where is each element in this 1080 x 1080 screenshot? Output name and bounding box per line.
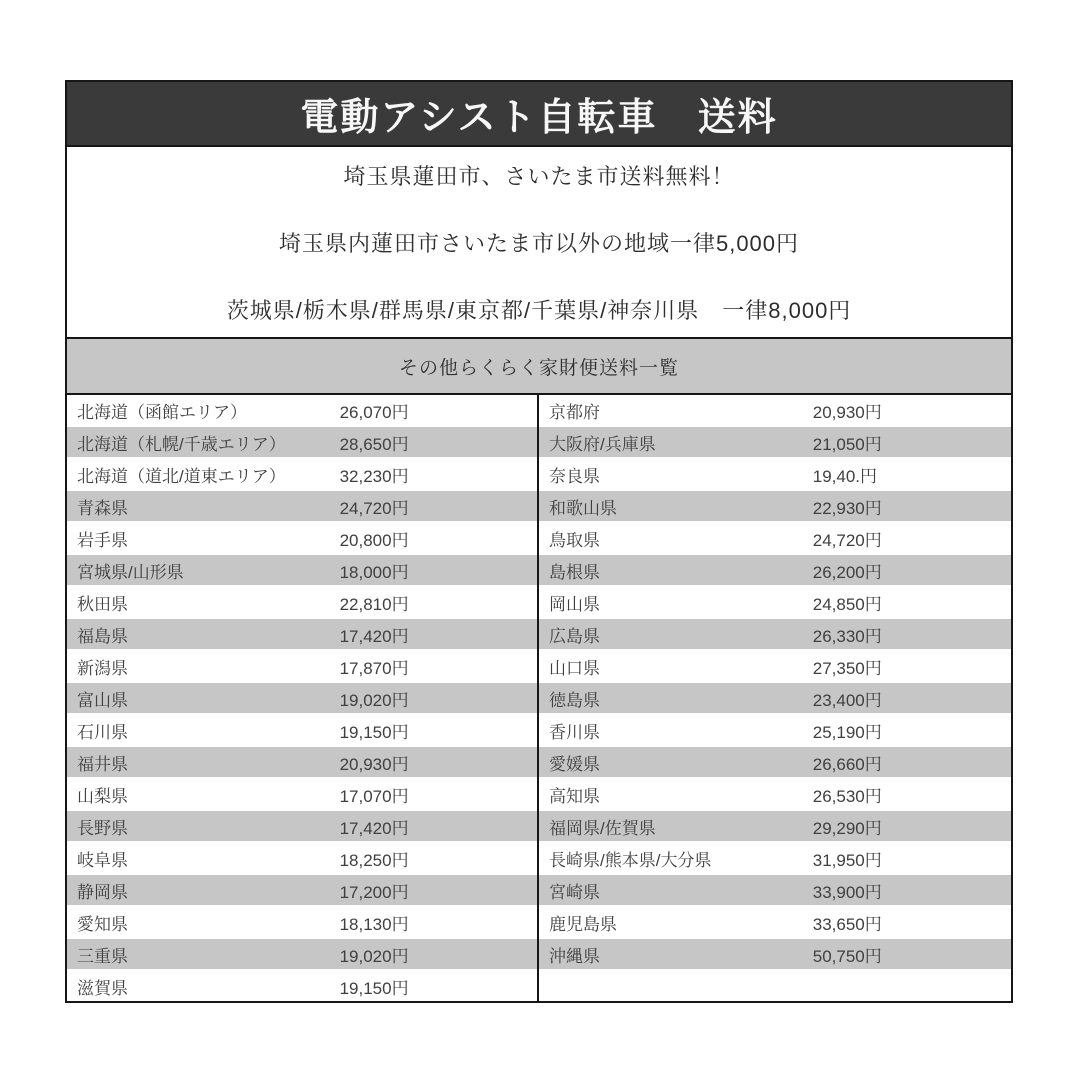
price-label: 17,420円 [339,818,409,838]
region-label: 山梨県 [77,786,128,806]
price-label: 26,070円 [339,402,409,422]
region-label: 愛媛県 [549,754,600,774]
region-label: 和歌山県 [549,498,617,518]
price-label: 17,420円 [339,626,409,646]
price-label: 50,750円 [812,946,882,966]
region-label: 三重県 [77,946,128,966]
table-row [67,619,537,649]
table-row [539,939,1011,969]
region-label: 宮崎県 [549,882,600,902]
price-label: 17,870円 [339,658,409,678]
table-row [67,523,537,553]
table-row [539,651,1011,681]
notice-saitama-flat-rate: 埼玉県内蓮田市さいたま市以外の地域一律5,000円 [278,230,800,256]
section-header-label: その他らくらく家財便送料一覧 [398,357,679,379]
title-bar [65,80,1013,147]
table-row [67,683,537,713]
table-row [67,651,537,681]
table-row [539,747,1011,777]
region-label: 鹿児島県 [549,914,617,934]
price-label: 18,130円 [339,914,409,934]
region-label: 京都府 [549,402,600,422]
region-label: 山口県 [549,658,600,678]
shipping-fee-sheet [65,80,1013,1003]
region-label: 香川県 [549,722,600,742]
price-label: 24,720円 [339,498,409,518]
region-label: 石川県 [77,722,128,742]
region-label: 沖縄県 [549,946,600,966]
price-label: 20,930円 [812,402,882,422]
price-label: 20,800円 [339,530,409,550]
region-label: 長野県 [77,818,128,838]
price-label: 28,650円 [339,434,409,454]
notice-block [65,147,1013,337]
region-label: 愛知県 [77,914,128,934]
region-label: 秋田県 [77,594,128,614]
price-label: 17,200円 [339,882,409,902]
region-label: 福島県 [77,626,128,646]
price-label: 26,660円 [812,754,882,774]
table-row [67,939,537,969]
table-row [67,779,537,809]
region-label: 北海道（道北/道東エリア） [77,466,286,486]
region-label: 鳥取県 [549,530,600,550]
table-row [539,971,1011,1001]
table-row [67,747,537,777]
price-label: 18,000円 [339,562,409,582]
price-label: 26,530円 [812,786,882,806]
region-label: 福岡県/佐賀県 [549,818,656,838]
table-row [539,395,1011,425]
table-row [539,811,1011,841]
table-row [539,555,1011,585]
table-row [67,491,537,521]
price-label: 20,930円 [339,754,409,774]
region-label: 岐阜県 [77,850,128,870]
price-label: 29,290円 [812,818,882,838]
region-label: 富山県 [77,690,128,710]
price-label: 27,350円 [812,658,882,678]
table-row [67,715,537,745]
table-row [67,395,537,425]
price-label: 23,400円 [812,690,882,710]
table-row [67,555,537,585]
notice-free-shipping: 埼玉県蓮田市、さいたま市送料無料！ [343,163,735,189]
table-row [67,971,537,1001]
table-row [539,587,1011,617]
region-label: 高知県 [549,786,600,806]
table-row [539,427,1011,457]
table-row [539,491,1011,521]
table-row [67,875,537,905]
table-row [539,683,1011,713]
region-label: 静岡県 [77,882,128,902]
fees-column-right [539,395,1011,1001]
table-row [539,523,1011,553]
region-label: 広島県 [549,626,600,646]
region-label: 新潟県 [77,658,128,678]
table-row [539,619,1011,649]
price-label: 19,150円 [339,978,409,998]
table-row [67,459,537,489]
price-label: 26,200円 [812,562,882,582]
table-row [67,907,537,937]
price-label: 19,40.円 [812,466,878,486]
price-label: 25,190円 [812,722,882,742]
section-header [65,337,1013,395]
table-row [67,843,537,873]
region-label: 岡山県 [549,594,600,614]
price-label: 19,020円 [339,690,409,710]
table-row [539,459,1011,489]
price-label: 26,330円 [812,626,882,646]
fees-column-left [67,395,539,1001]
price-label: 31,950円 [812,850,882,870]
price-label: 18,250円 [339,850,409,870]
region-label: 北海道（函館エリア） [77,402,247,422]
region-label: 青森県 [77,498,128,518]
price-label: 24,850円 [812,594,882,614]
price-label: 24,720円 [812,530,882,550]
region-label: 大阪府/兵庫県 [549,434,656,454]
region-label: 福井県 [77,754,128,774]
table-row [539,843,1011,873]
price-label: 32,230円 [339,466,409,486]
price-label: 33,900円 [812,882,882,902]
region-label: 滋賀県 [77,978,128,998]
table-row [67,587,537,617]
price-label: 19,150円 [339,722,409,742]
price-label: 22,930円 [812,498,882,518]
notice-kanto-flat-rate: 茨城県/栃木県/群馬県/東京都/千葉県/神奈川県 一律8,000円 [226,297,852,323]
region-label: 長崎県/熊本県/大分県 [549,850,712,870]
region-label: 徳島県 [549,690,600,710]
region-label: 北海道（札幌/千歳エリア） [77,434,286,454]
region-label: 宮城県/山形県 [77,562,184,582]
price-label: 19,020円 [339,946,409,966]
table-row [539,907,1011,937]
table-row [67,811,537,841]
price-label: 33,650円 [812,914,882,934]
table-row [539,715,1011,745]
region-label: 岩手県 [77,530,128,550]
page-title: 電動アシスト自転車 送料 [300,97,778,139]
price-label: 21,050円 [812,434,882,454]
region-label: 奈良県 [549,466,600,486]
price-label: 22,810円 [339,594,409,614]
fees-table [65,395,1013,1003]
price-label: 17,070円 [339,786,409,806]
region-label: 島根県 [549,562,600,582]
table-row [539,875,1011,905]
table-row [539,779,1011,809]
table-row [67,427,537,457]
